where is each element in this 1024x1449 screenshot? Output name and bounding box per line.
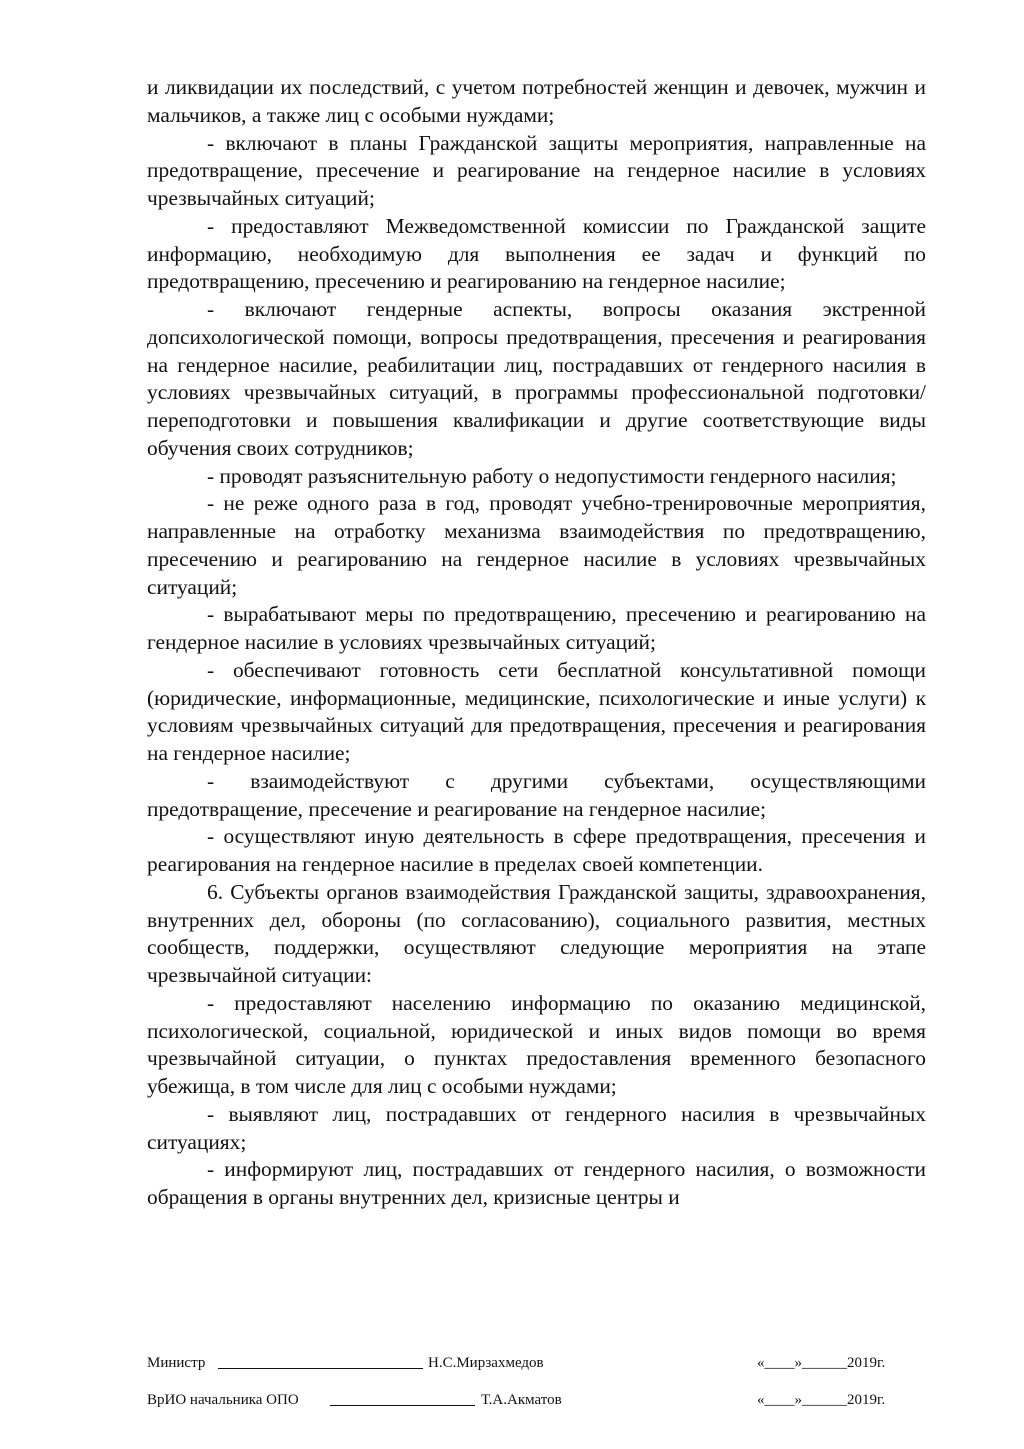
paragraph-consulting-network: - обеспечивают готовность сети бесплатной консультативной помощи (юридические, информационные, медицинские, психологические и иные услуги) к условиям чрезвычайных ситуаций для предотвращения, пресечения и реагирования на гендерное насилие;	[147, 657, 926, 765]
paragraph-section-6: 6. Субъекты органов взаимодействия Гражданской защиты, здравоохранения, внутренних дел, обороны (по согласованию), социального развития, местных сообществ, поддержки, осуществляют следующие мероприятия на этапе чрезвычайной ситуации:	[147, 879, 926, 987]
document-body	[147, 74, 926, 1212]
signature-name: Н.С.Мирзахмедов	[428, 1355, 544, 1371]
paragraph-continuation: и ликвидации их последствий, с учетом потребностей женщин и девочек, мужчин и мальчиков, а также лиц с особыми нуждами;	[147, 75, 926, 127]
signature-date: «____»______2019г.	[757, 1355, 886, 1371]
signature-blank	[330, 1405, 475, 1406]
signature-blank	[218, 1368, 423, 1369]
signature-line-opo-head	[147, 1389, 907, 1411]
paragraph-identify-victims: - выявляют лиц, пострадавших от гендерного насилия в чрезвычайных ситуациях;	[147, 1101, 926, 1154]
paragraph-other-activity: - осуществляют иную деятельность в сфере предотвращения, пресечения и реагирования на гендерное насилие в пределах своей компетенции.	[147, 824, 926, 876]
paragraph-inform-victims: - информируют лиц, пострадавших от гендерного насилия, о возможности обращения в органы внутренних дел, кризисные центры и	[147, 1157, 926, 1209]
paragraph-develop-measures: - вырабатывают меры по предотвращению, пресечению и реагированию на гендерное насилие в условиях чрезвычайных ситуаций;	[147, 602, 926, 654]
signature-role: Министр	[147, 1355, 206, 1371]
signature-role: ВрИО начальника ОПО	[147, 1392, 299, 1408]
paragraph-commission-information: - предоставляют Межведомственной комиссии по Гражданской защите информацию, необходимую для выполнения ее задач и функций по предотвращению, пресечению и реагированию на гендерное насилие;	[147, 213, 926, 294]
paragraph-public-information: - предоставляют населению информацию по оказанию медицинской, психологической, социальной, юридической и иных видов помощи во время чрезвычайной ситуации, о пунктах предоставления временного безопасного убежища, в том числе для лиц с особыми нуждами;	[147, 990, 926, 1098]
paragraph-civil-protection-plans: - включают в планы Гражданской защиты мероприятия, направленные на предотвращение, пресечение и реагирование на гендерное насилие в условиях чрезвычайных ситуаций;	[147, 130, 926, 210]
paragraph-interaction: - взаимодействуют с другими субъектами, осуществляющими предотвращение, пресечение и реагирование на гендерное насилие;	[147, 768, 926, 821]
signature-date: «____»______2019г.	[757, 1392, 886, 1408]
paragraph-training-exercises: - не реже одного раза в год, проводят учебно-тренировочные мероприятия, направленные на отработку механизма взаимодействия по предотвращению, пресечению и реагированию на гендерное насилие в условиях чрезвычайных ситуаций;	[147, 491, 926, 599]
signature-name: Т.А.Акматов	[481, 1392, 562, 1408]
paragraph-training-programs: - включают гендерные аспекты, вопросы оказания экстренной допсихологической помощи, вопросы предотвращения, пресечения и реагирования на гендерное насилие, реабилитации лиц, пострадавших от гендерного насилия в условиях чрезвычайных ситуаций, в программы профессиональной подготовки/переподготовки и повышения квалификации и другие соответствующие виды обучения своих сотрудников;	[147, 297, 926, 460]
signature-line-minister	[147, 1352, 907, 1374]
paragraph-explanatory-work: - проводят разъяснительную работу о недопустимости гендерного насилия;	[207, 463, 897, 488]
